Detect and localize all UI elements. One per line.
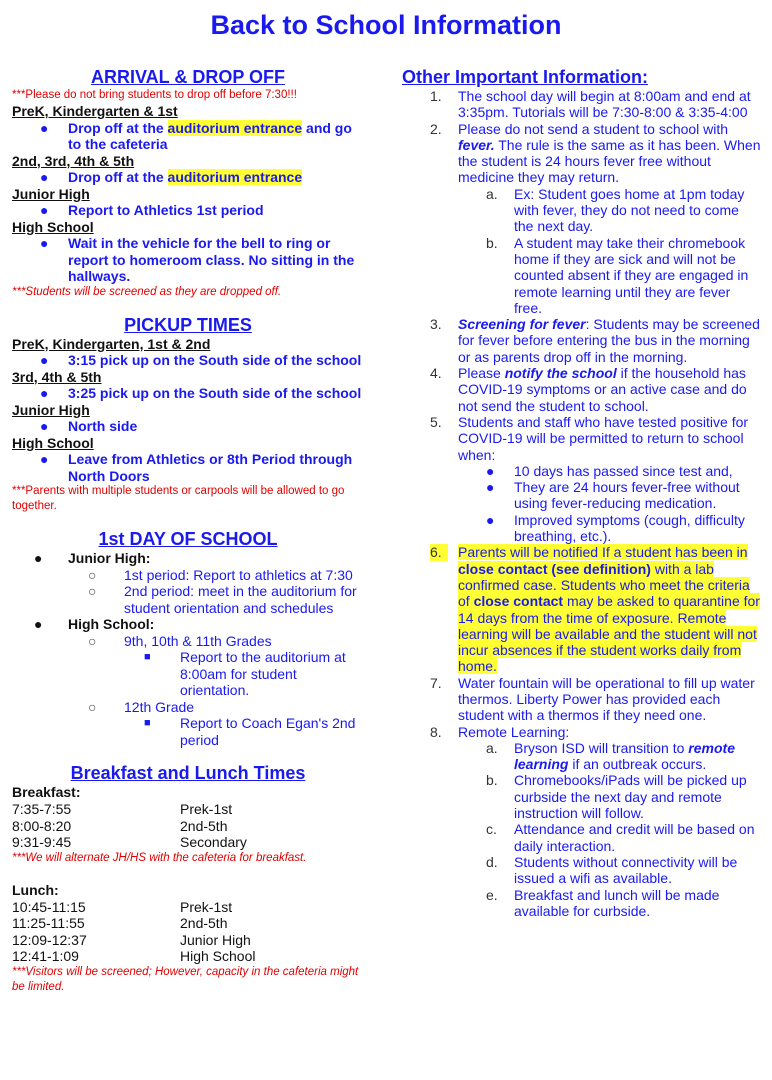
info-item: 1. The school day will begin at 8:00am and end at 3:35pm. Tutorials will be 7:30-8:00 & 3:35-4:00 (430, 88, 751, 121)
info-item: 2. Please do not send a student to school with fever. The rule is the same as it has been. When the student is 24 hours fever free without medicine they may return. (430, 120, 761, 186)
bullet-icon: ● (40, 119, 49, 136)
arrival-instruction: ● Wait in the vehicle for the bell to ring or report to homeroom class. No sitting in the hallways. (40, 235, 355, 284)
pickup-instruction: ● North side (40, 418, 138, 434)
first-day-subitem: ■ Report to Coach Egan's 2nd period (144, 715, 356, 748)
group-label: High School (12, 218, 94, 235)
bullet-icon: ● (486, 479, 495, 496)
arrival-instruction: ● Drop off at the auditorium entrance (40, 169, 303, 185)
info-item: 8. Remote Learning: (430, 723, 570, 740)
arrival-heading: ARRIVAL & DROP OFF (90, 67, 285, 87)
pickup-instruction: ● Leave from Athletics or 8th Period through North Doors (40, 451, 353, 484)
square-bullet-icon: ■ (144, 717, 151, 729)
meal-row: 11:25-11:55 2nd-5th (12, 915, 228, 931)
meals-heading: Breakfast and Lunch Times (70, 763, 306, 783)
breakfast-label: Breakfast: (12, 784, 81, 800)
page-title: Back to School Information (210, 10, 562, 40)
group-label: PreK, Kindergarten & 1st (12, 103, 178, 119)
first-day-group: ● Junior High: (34, 550, 151, 566)
bullet-icon: ● (40, 451, 49, 467)
breakfast-note: ***We will alternate JH/HS with the cafeteria for breakfast. (12, 851, 307, 864)
pickup-note: ***Parents with multiple students or carpools will be allowed to go together. (12, 485, 345, 512)
pickup-instruction: ● 3:15 pick up on the South side of the school (40, 352, 362, 368)
info-subitem: a. Bryson ISD will transition to remote learning if an outbreak occurs. (486, 739, 735, 773)
info-subitem: b. A student may take their chromebook home if they are sick and will not be counted absent if they are engaged in remote learning until they are fever free. (486, 234, 749, 316)
lunch-note: ***Visitors will be screened; However, capacity in the cafeteria might be limited. (12, 965, 359, 993)
group-label: Junior High (12, 401, 90, 418)
pickup-instruction: ● 3:25 pick up on the South side of the school (40, 385, 362, 401)
meal-row: 10:45-11:15 Prek-1st (12, 898, 233, 915)
bullet-icon: ● (34, 616, 43, 632)
group-label: 2nd, 3rd, 4th & 5th (12, 152, 135, 169)
square-bullet-icon: ■ (144, 651, 151, 663)
group-label: PreK, Kindergarten, 1st & 2nd (12, 335, 211, 352)
meal-row: 12:41-1:09 High School (12, 948, 256, 964)
screening-note: ***Students will be screened as they are dropped off. (12, 285, 282, 298)
bullet-icon: ● (486, 462, 495, 479)
bullet-icon: ● (40, 352, 49, 368)
right-column (402, 66, 762, 919)
first-day-item: ○ 12th Grade (88, 698, 195, 715)
other-info-heading: Other Important Information: (402, 67, 648, 87)
bullet-icon: ● (34, 550, 43, 566)
info-subitem: b. Chromebooks/iPads will be picked up curbside the next day and remote instruction will follow. (486, 772, 747, 822)
first-day-item: ○ 2nd period: meet in the auditorium for student orientation and schedules (88, 583, 357, 616)
arrival-instruction: ● Drop off at the auditorium entrance and go to the cafeteria (40, 119, 352, 152)
bullet-icon: ● (40, 235, 49, 251)
group-label: Junior High (12, 185, 90, 202)
info-subitem: a. Ex: Student goes home at 1pm today with fever, they do not need to come the next day. (486, 185, 745, 235)
first-day-subitem: ■ Report to the auditorium at 8:00am for student orientation. (144, 649, 346, 698)
lunch-label: Lunch: (12, 881, 59, 898)
group-label: High School (12, 434, 94, 451)
first-day-item: ○ 1st period: Report to athletics at 7:30 (88, 566, 353, 583)
first-day-group: ● High School: (34, 616, 155, 632)
circle-bullet-icon: ○ (88, 583, 97, 599)
arrival-instruction: ● Report to Athletics 1st period (40, 202, 264, 218)
info-item: 7. Water fountain will be operational to fill up water thermos. Liberty Power has provided each student with a thermos if they need one. (430, 674, 755, 724)
info-subitem: ● They are 24 hours fever-free without using fever-reducing medication. (486, 479, 740, 512)
pickup-heading: PICKUP TIMES (124, 314, 252, 335)
meal-row: 9:31-9:45 Secondary (12, 834, 247, 850)
first-day-heading: 1st DAY OF SCHOOL (98, 529, 278, 549)
info-subitem: c. Attendance and credit will be based on daily interaction. (486, 821, 755, 854)
meal-row: 8:00-8:20 2nd-5th (12, 817, 228, 834)
info-subitem: ● 10 days has passed since test and, (486, 462, 733, 479)
bullet-icon: ● (40, 385, 49, 401)
bullet-icon: ● (40, 202, 49, 218)
info-item: 4. Please notify the school if the household has COVID-19 symptoms or an active case and do not send the student to school. (430, 365, 747, 414)
arrival-note: ***Please do not bring students to drop off before 7:30!!! (12, 89, 297, 101)
info-subitem: e. Breakfast and lunch will be made available for curbside. (486, 886, 720, 919)
bullet-icon: ● (486, 511, 495, 528)
bullet-icon: ● (40, 418, 49, 434)
info-item: 5. Students and staff who have tested positive for COVID-19 will be permitted to return to school when: (430, 413, 749, 463)
info-item: 3. Screening for fever: Students may be screened for fever before entering the bus in the morning or as parents drop off in the morning. (430, 316, 760, 365)
circle-bullet-icon: ○ (88, 698, 97, 715)
first-day-item: ○ 9th, 10th & 11th Grades (88, 632, 272, 649)
left-column (12, 66, 364, 995)
info-item-highlighted: 6. Parents will be notified If a student has been in close contact (see definition) with a lab confirmed case. Students who meet the criteria of close contact may be asked to quarantine for 14 days from the time of exposure. Remote learning will be available and the student will not incur absences if the student works daily from home. (430, 544, 760, 675)
bullet-icon: ● (40, 169, 49, 185)
meal-row: 12:09-12:37 Junior High (12, 931, 251, 948)
info-subitem: d. Students without connectivity will be issued a wifi as available. (486, 853, 738, 887)
info-subitem: ● Improved symptoms (cough, difficulty breathing, etc.). (486, 511, 745, 545)
group-label: 3rd, 4th & 5th (12, 368, 102, 385)
circle-bullet-icon: ○ (88, 566, 97, 583)
circle-bullet-icon: ○ (88, 632, 97, 649)
meal-row: 7:35-7:55 Prek-1st (12, 801, 233, 817)
